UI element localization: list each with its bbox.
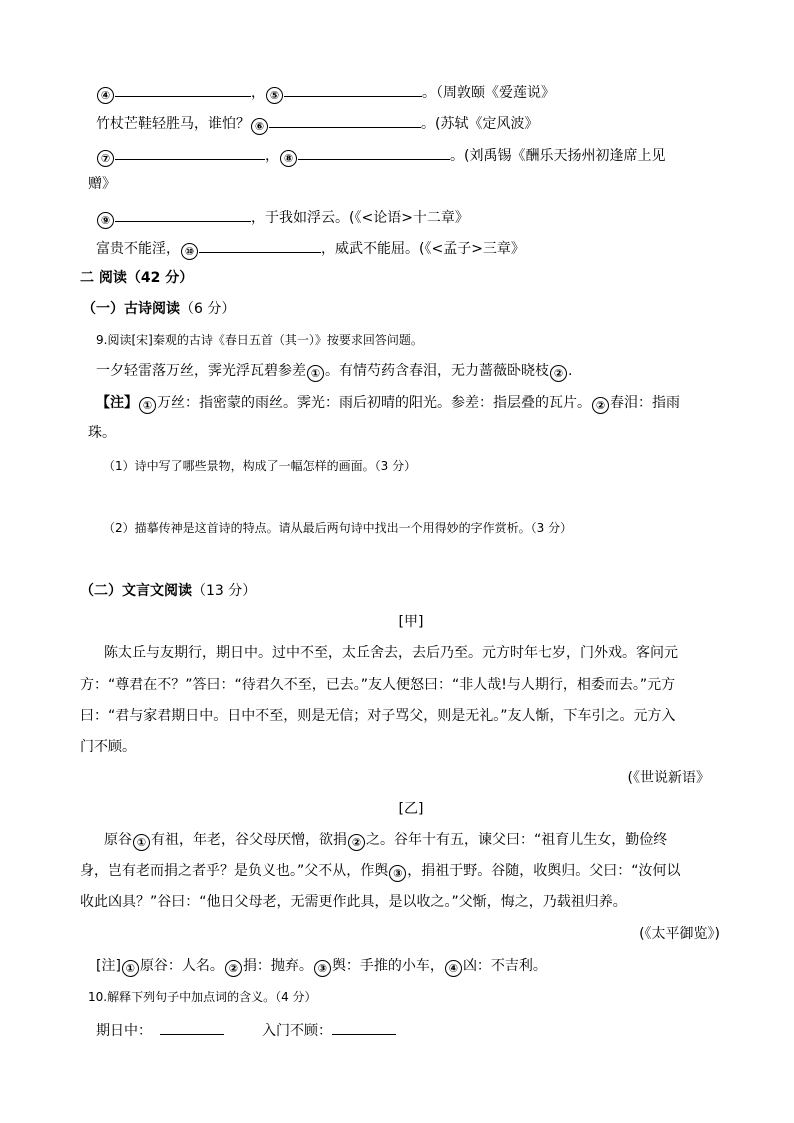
q10-blank-a[interactable] [160, 1019, 224, 1035]
question-9-1: （1）诗中写了哪些景物，构成了一幅怎样的画面。（3 分） [103, 459, 417, 473]
part-title-poem: （一）古诗阅读（6 分） [82, 301, 236, 317]
source-dingfengbo: 。(苏轼《定风波》 [421, 116, 539, 132]
answer-blank-4[interactable] [115, 81, 251, 97]
q10-label-a: 期日中： [96, 1023, 152, 1039]
passage-yi-line-1: 原谷 ① 有祖，年老，谷父母厌憎，欲捐 ② 之。谷年十有五，谏父曰：“祖育儿生女，勤俭终 [104, 832, 668, 849]
part-title-classical: （二）文言文阅读（13 分） [80, 583, 257, 599]
answer-blank-6[interactable] [269, 112, 421, 128]
number-7: ⑦ [97, 150, 114, 167]
passage-jia-line-4: 门不顾。 [80, 739, 136, 755]
poem-text: 一夕轻雷落万丝，霁光浮瓦碧参差 ① 。有情芍药含春泪，无力蔷薇卧晓枝 ② . [96, 363, 573, 380]
source-mengzi: ，威武不能屈。(《<孟子>三章》 [321, 241, 525, 257]
passage-yi-source: (《太平御览》) [639, 926, 720, 942]
passage-jia-line-1: 陈太丘与友期行，期日中。过中不至，太丘舍去，去后乃至。元方时年七岁，门外戏。客问元 [104, 645, 678, 661]
answer-blank-5[interactable] [284, 81, 422, 97]
fill-row-7-8-cont: 赠》 [88, 176, 116, 192]
question-9-2: （2）描摹传神是这首诗的特点。请从最后两句诗中找出一个用得妙的字作赏析。（3 分） [103, 521, 573, 535]
number-5: ⑤ [266, 87, 283, 104]
source-liu-yuxi: 。(刘禹锡《酬乐天扬州初逢席上见 [450, 148, 666, 164]
answer-blank-7[interactable] [115, 144, 265, 160]
poem-note-cont: 珠。 [88, 425, 116, 441]
question-10-stem: 10.解释下列句子中加点词的含义。（4 分） [88, 990, 317, 1004]
number-6: ⑥ [251, 118, 268, 135]
fill-row-6: 竹杖芒鞋轻胜马，谁怕？ ⑥ 。(苏轼《定风波》 [96, 112, 538, 135]
q10-blank-b[interactable] [332, 1019, 396, 1035]
passage-jia-line-3: 曰：“君与家君期日中。日中不至，则是无信；对子骂父，则是无礼。”友人惭，下车引之。元方入 [80, 708, 676, 724]
passage-jia-source: (《世说新语》 [627, 770, 710, 786]
poem-note: 【注】 ① 万丝：指密蒙的雨丝。霁光：雨后初晴的阳光。参差：指层叠的瓦片。 ② 春泪：指雨 [96, 395, 680, 412]
section-title-reading: 二 阅读（42 分） [80, 270, 194, 286]
number-4: ④ [97, 87, 114, 104]
poem-note-2: ② [550, 365, 567, 382]
fill-row-7-8: ⑦ ， ⑧ 。(刘禹锡《酬乐天扬州初逢席上见 [96, 144, 665, 167]
fill-row-10: 富贵不能淫， ⑩ ，威武不能屈。(《<孟子>三章》 [96, 237, 525, 260]
passage-label-yi: [乙] [398, 801, 424, 817]
source-ailian: 。（周敦颐《爱莲说》 [422, 85, 555, 101]
poem-note-1: ① [307, 365, 324, 382]
passage-yi-line-2: 身，岂有老而捐之者乎？是负义也。”父不从，作舆 ③ ，捐祖于野。谷随，收舆归。父曰：“汝何以 [80, 863, 681, 880]
number-10: ⑩ [181, 243, 198, 260]
passage-jia-line-2: 方：“尊君在不？”答曰：“待君久不至，已去。”友人便怒曰：“非人哉!与人期行，相委而去。”元方 [80, 677, 676, 693]
fill-row-9 [96, 206, 469, 229]
answer-blank-9[interactable] [115, 206, 251, 222]
answer-blank-10[interactable] [199, 237, 321, 253]
passage-yi-line-3: 收此凶具？”谷曰：“他日父母老，无需更作此具，是以收之。”父惭，悔之，乃载祖归养。 [80, 894, 627, 910]
number-8: ⑧ [280, 150, 297, 167]
answer-blank-8[interactable] [298, 144, 450, 160]
number-9: ⑨ [97, 212, 114, 229]
fill-row-4-5: ④ ， ⑤ 。（周敦颐《爱莲说》 [96, 81, 555, 104]
source-lunyu: ，于我如浮云。(《<论语>十二章》 [251, 210, 469, 226]
passage-yi-note: [注] ① 原谷：人名。 ② 捐：抛弃。 ③ 舆：手推的小车， ④ 凶：不吉利。 [96, 958, 547, 975]
q10-label-b: 入门不顾： [262, 1023, 332, 1039]
question-9-stem: 9.阅读[宋]秦观的古诗《春日五首（其一）》按要求回答问题。 [96, 333, 423, 347]
passage-label-jia: [甲] [398, 614, 424, 630]
question-10-answers [96, 1019, 396, 1041]
